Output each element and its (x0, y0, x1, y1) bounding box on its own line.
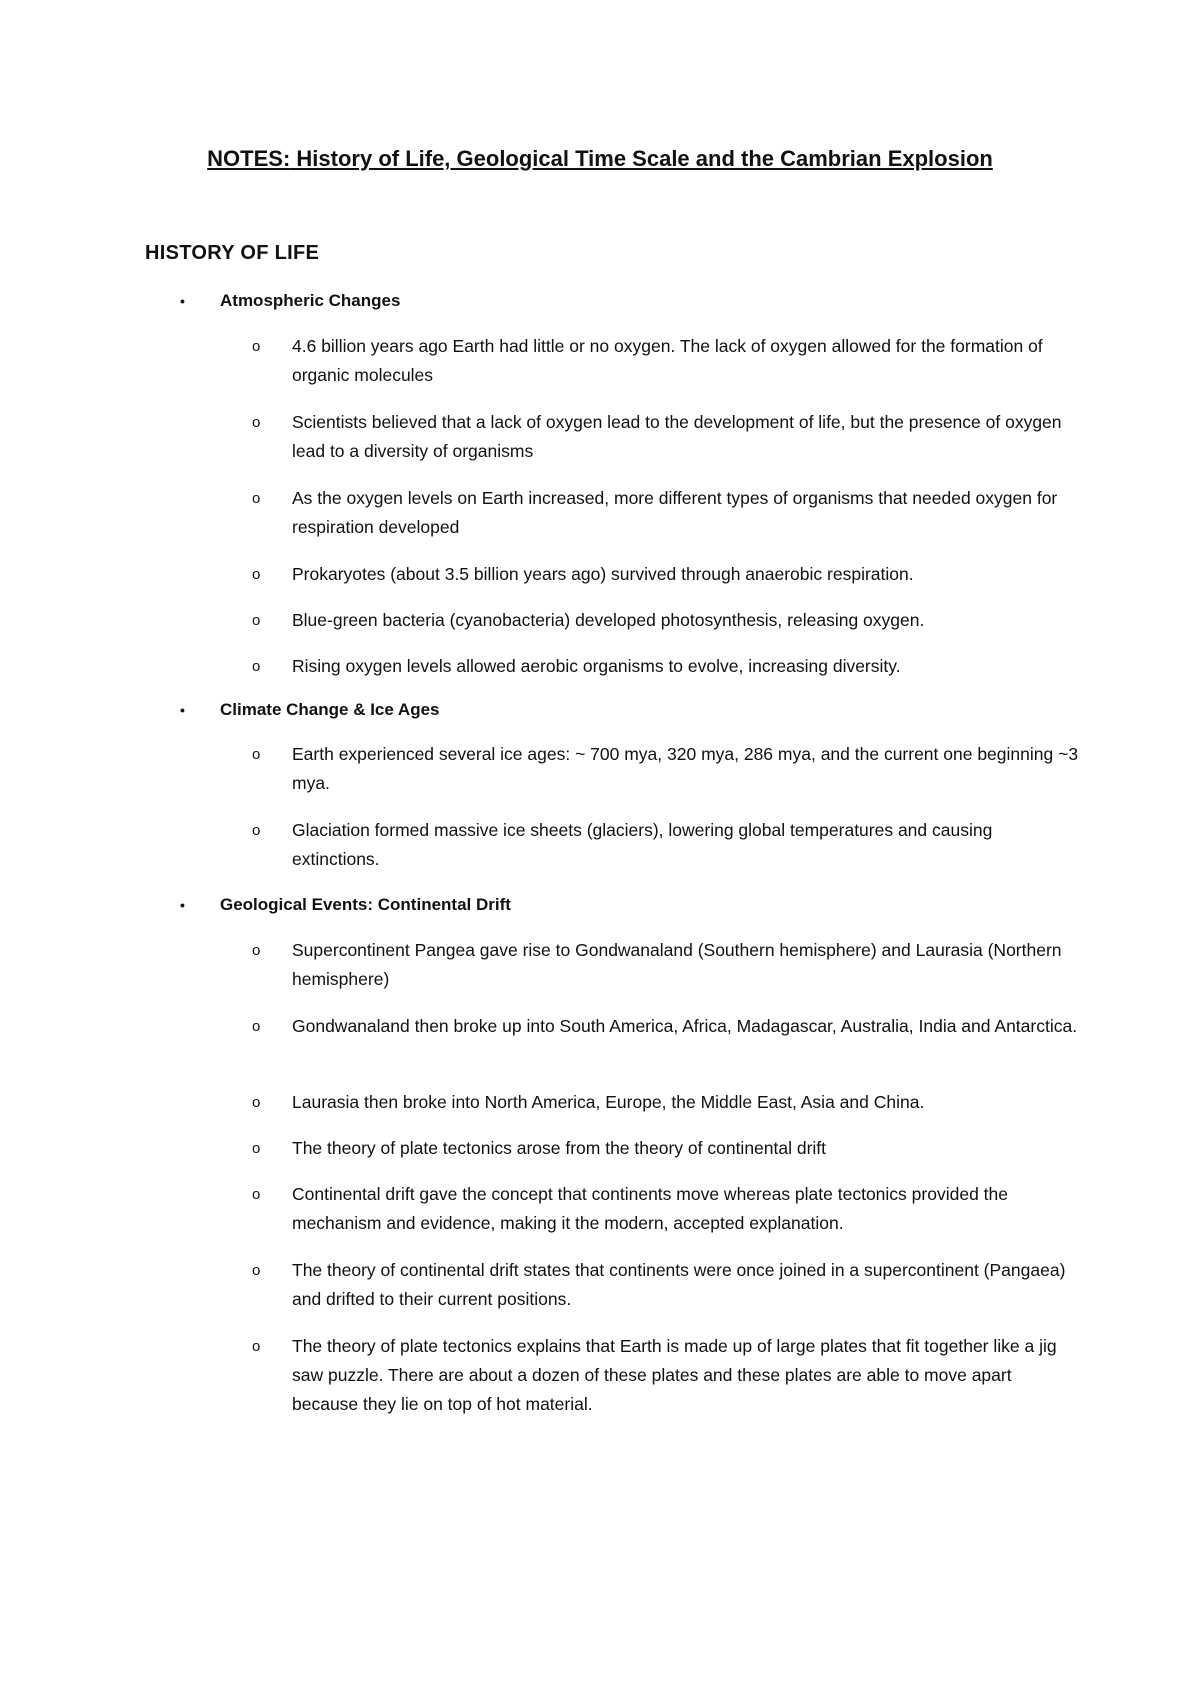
section-heading: HISTORY OF LIFE (145, 242, 320, 264)
topic-heading-atmospheric (180, 291, 400, 311)
topic-label: Geological Events: Continental Drift (220, 895, 511, 914)
sub-bullet-icon: o (252, 1186, 261, 1203)
list-item-text: 4.6 billion years ago Earth had little or no oxygen. The lack of oxygen allowed for the formation of organic molecules (292, 336, 1043, 385)
sub-bullet-icon: o (252, 746, 261, 763)
list-item (252, 816, 1082, 874)
list-item-text: Rising oxygen levels allowed aerobic organisms to evolve, increasing diversity. (292, 656, 901, 676)
list-item-text: The theory of plate tectonics explains that Earth is made up of large plates that fit together like a jig saw puzzle. There are about a dozen of these plates and these plates are able to move apart because they lie on top of hot material. (292, 1336, 1057, 1414)
list-item (252, 332, 1082, 390)
list-item (252, 560, 1082, 589)
list-item (252, 740, 1082, 798)
list-item (252, 1256, 1082, 1314)
list-item-text: Supercontinent Pangea gave rise to Gondwanaland (Southern hemisphere) and Laurasia (Northern hemisphere) (292, 940, 1062, 989)
title-prefix: NOTES (207, 146, 283, 171)
sub-bullet-icon: o (252, 414, 261, 431)
sub-bullet-icon: o (252, 612, 261, 629)
list-item (252, 652, 1082, 681)
list-item (252, 408, 1082, 466)
list-item-text: Prokaryotes (about 3.5 billion years ago) survived through anaerobic respiration. (292, 564, 914, 584)
sub-bullet-icon: o (252, 490, 261, 507)
topic-heading-climate (180, 700, 440, 720)
sub-bullet-icon: o (252, 658, 261, 675)
page-title (0, 146, 1200, 172)
sub-bullet-icon: o (252, 1094, 261, 1111)
list-item (252, 1134, 1082, 1163)
list-item-text: Continental drift gave the concept that continents move whereas plate tectonics provided the mechanism and evidence, making it the modern, accepted explanation. (292, 1184, 1008, 1233)
bullet-icon: • (180, 702, 185, 718)
list-item (252, 1332, 1082, 1419)
list-item (252, 1012, 1082, 1041)
topic-label: Climate Change & Ice Ages (220, 700, 440, 719)
bullet-icon: • (180, 897, 185, 913)
list-item-text: Earth experienced several ice ages: ~ 700 mya, 320 mya, 286 mya, and the current one beginning ~3 mya. (292, 744, 1079, 793)
sub-bullet-icon: o (252, 1018, 261, 1035)
sub-bullet-icon: o (252, 1262, 261, 1279)
list-item (252, 936, 1082, 994)
list-item (252, 1088, 1082, 1117)
title-rest: History of Life, Geological Time Scale and the Cambrian Explosion (290, 146, 993, 171)
title-separator: : (282, 146, 291, 171)
list-item-text: Scientists believed that a lack of oxygen lead to the development of life, but the presence of oxygen lead to a diversity of organisms (292, 412, 1062, 461)
list-item-text: The theory of plate tectonics arose from the theory of continental drift (292, 1138, 827, 1158)
list-item-text: Gondwanaland then broke up into South America, Africa, Madagascar, Australia, India and Antarctica. (292, 1016, 1078, 1036)
topic-label: Atmospheric Changes (220, 291, 401, 310)
list-item (252, 606, 1082, 635)
list-item-text: As the oxygen levels on Earth increased, more different types of organisms that needed oxygen for respiration developed (292, 488, 1058, 537)
sub-bullet-icon: o (252, 1140, 261, 1157)
sub-bullet-icon: o (252, 338, 261, 355)
sub-bullet-icon: o (252, 1338, 261, 1355)
list-item-text: The theory of continental drift states that continents were once joined in a supercontinent (Pangaea) and drifted to their current positions. (292, 1260, 1066, 1309)
sub-bullet-icon: o (252, 566, 261, 583)
list-item (252, 484, 1082, 542)
sub-bullet-icon: o (252, 942, 261, 959)
list-item-text: Glaciation formed massive ice sheets (glaciers), lowering global temperatures and causing extinctions. (292, 820, 993, 869)
list-item-text: Laurasia then broke into North America, Europe, the Middle East, Asia and China. (292, 1092, 925, 1112)
bullet-icon: • (180, 293, 185, 309)
list-item (252, 1180, 1082, 1238)
list-item-text: Blue-green bacteria (cyanobacteria) developed photosynthesis, releasing oxygen. (292, 610, 925, 630)
topic-heading-geological (180, 895, 511, 915)
sub-bullet-icon: o (252, 822, 261, 839)
